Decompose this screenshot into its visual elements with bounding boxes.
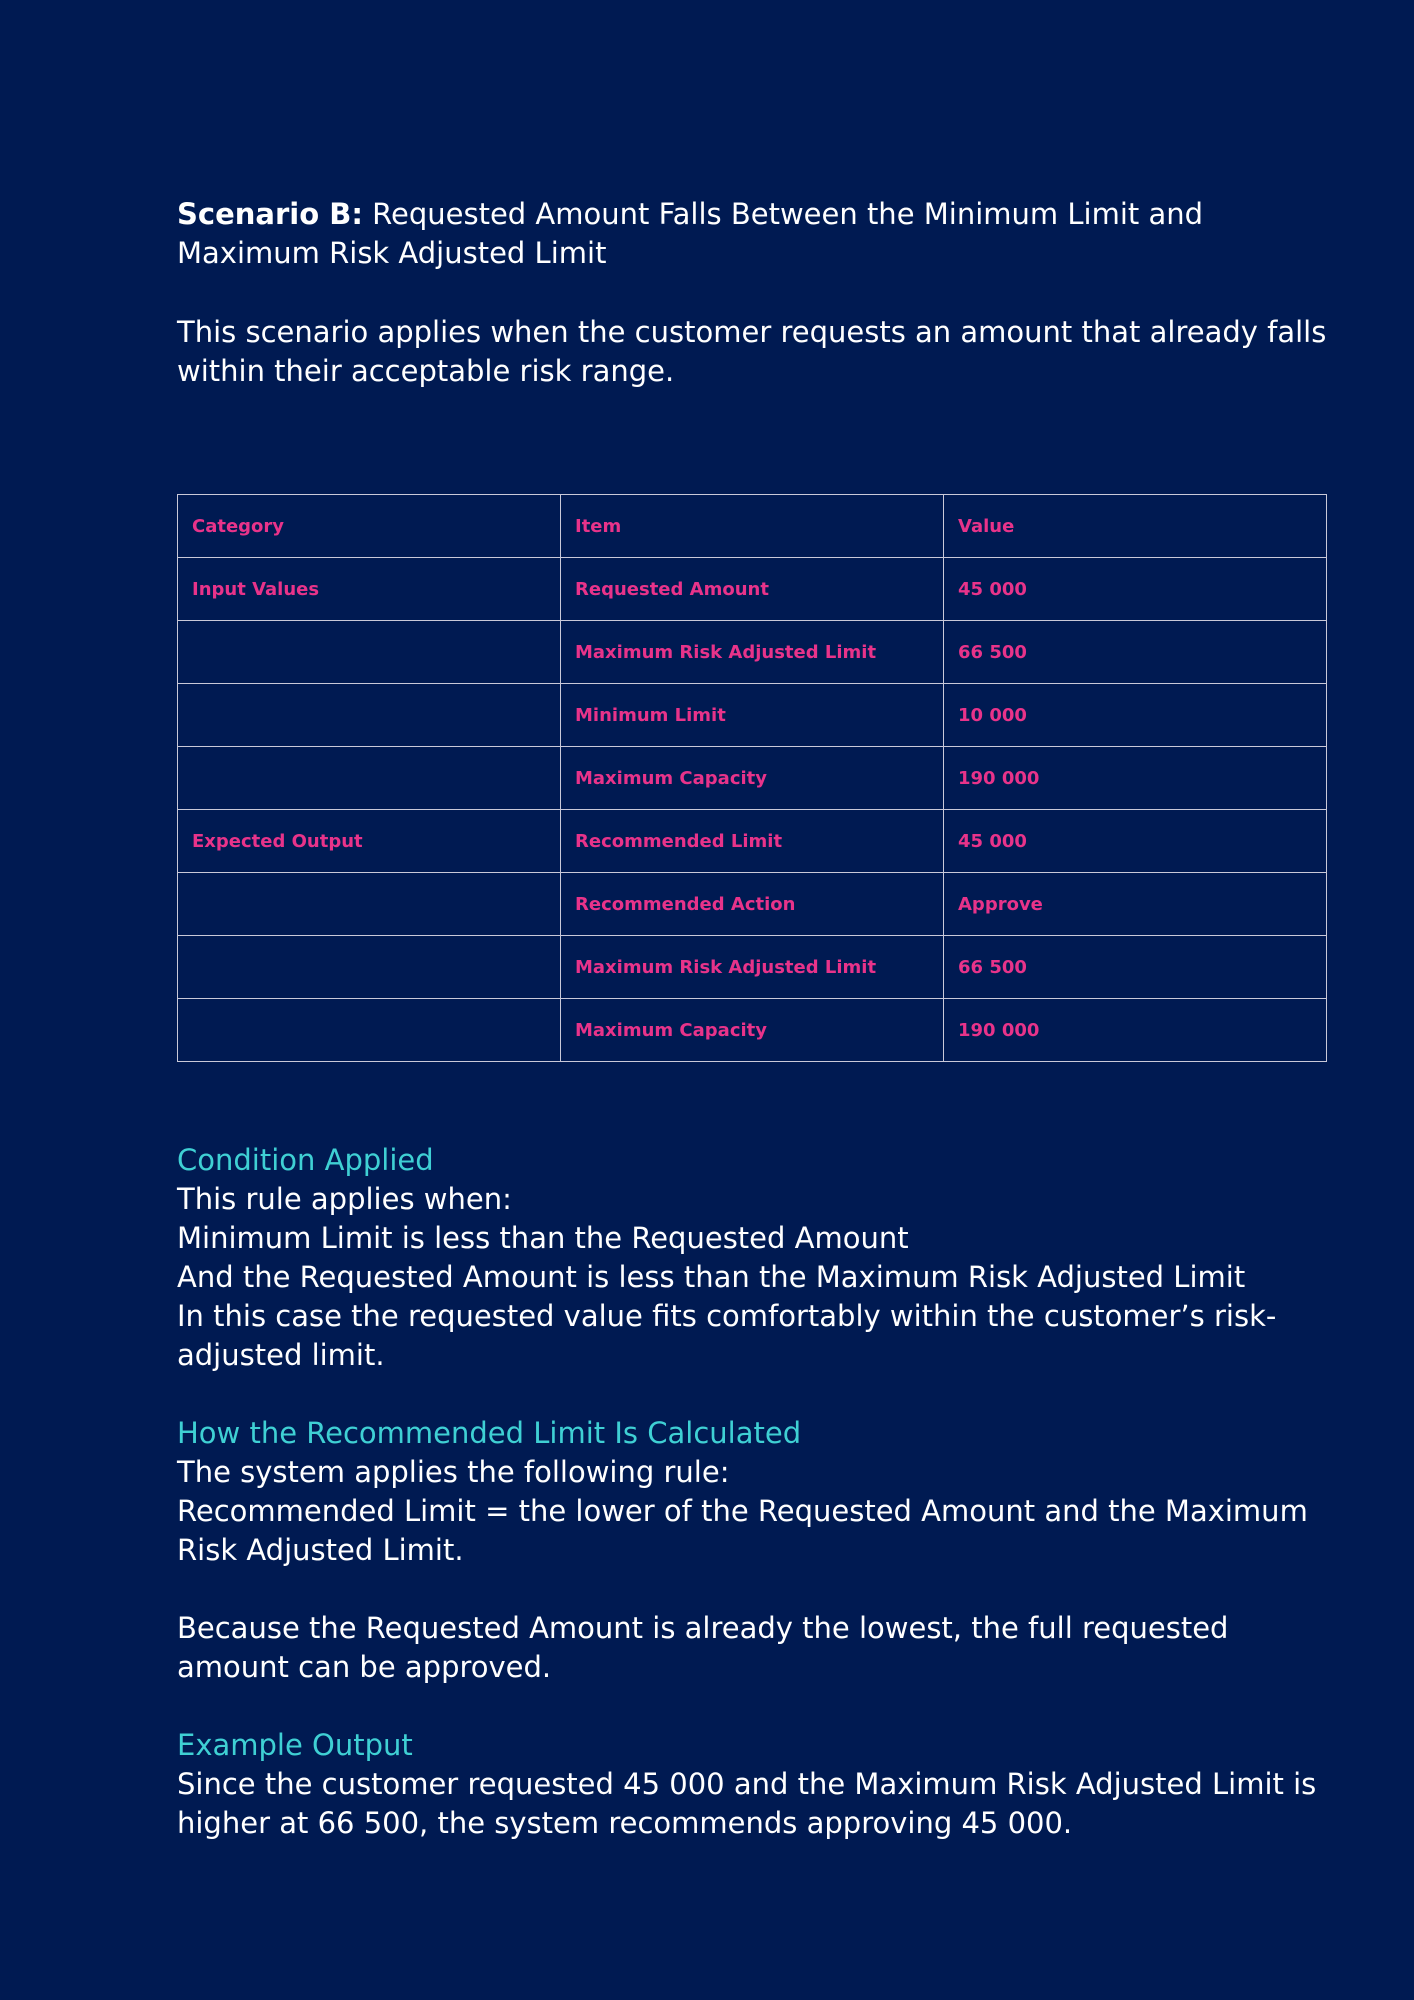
cell-category: Input Values [178,558,561,621]
header-category: Category [178,495,561,558]
document-page [177,195,1327,1840]
cell-item: Minimum Limit [561,684,944,747]
condition-heading: Condition Applied [177,1143,434,1177]
condition-line: And the Requested Amount is less than the Maximum Risk Adjusted Limit [177,1260,1246,1294]
scenario-label: Scenario B: [177,197,363,231]
cell-category [178,747,561,810]
example-heading: Example Output [177,1728,413,1762]
calculation-line: The system applies the following rule: [177,1455,730,1489]
table-header-row [178,495,1327,558]
scenario-table [177,494,1327,1062]
calculation-line: Recommended Limit = the lower of the Requested Amount and the Maximum Risk Adjusted Limit. [177,1494,1308,1567]
cell-category [178,936,561,999]
cell-value: 45 000 [944,558,1327,621]
cell-value: 10 000 [944,684,1327,747]
cell-category [178,621,561,684]
condition-line: Minimum Limit is less than the Requested Amount [177,1221,909,1255]
cell-item: Maximum Risk Adjusted Limit [561,621,944,684]
cell-category [178,999,561,1062]
cell-value: Approve [944,873,1327,936]
calculation-note: Because the Requested Amount is already the lowest, the full requested amount can be approved. [177,1611,1229,1684]
spacer [177,1687,1327,1726]
cell-value: 66 500 [944,621,1327,684]
cell-item: Recommended Action [561,873,944,936]
scenario-title-text: Requested Amount Falls Between the Minimum Limit and Maximum Risk Adjusted Limit [177,197,1204,270]
example-text: Since the customer requested 45 000 and the Maximum Risk Adjusted Limit is higher at 66 500, the system recommends approving 45 000. [177,1767,1317,1840]
cell-value: 190 000 [944,747,1327,810]
cell-value: 66 500 [944,936,1327,999]
header-value: Value [944,495,1327,558]
cell-category [178,873,561,936]
condition-line: In this case the requested value fits comfortably within the customer’s risk-adjusted limit. [177,1299,1277,1372]
table-row [178,747,1327,810]
cell-category: Expected Output [178,810,561,873]
calculation-heading: How the Recommended Limit Is Calculated [177,1416,802,1450]
cell-item: Maximum Risk Adjusted Limit [561,936,944,999]
cell-item: Maximum Capacity [561,999,944,1062]
spacer [177,1375,1327,1414]
header-item: Item [561,495,944,558]
table-row [178,873,1327,936]
scenario-intro: This scenario applies when the customer requests an amount that already falls within their acceptable risk range. [177,315,1327,388]
cell-value: 190 000 [944,999,1327,1062]
table-row [178,999,1327,1062]
table-row [178,558,1327,621]
cell-item: Maximum Capacity [561,747,944,810]
cell-item: Recommended Limit [561,810,944,873]
cell-category [178,684,561,747]
spacer [177,1570,1327,1609]
cell-item: Requested Amount [561,558,944,621]
table-row [178,936,1327,999]
cell-value: 45 000 [944,810,1327,873]
condition-line: This rule applies when: [177,1182,512,1216]
table-row [178,810,1327,873]
scenario-title [177,195,1327,273]
table-row [178,684,1327,747]
explanation-sections [177,1141,1327,1843]
table-row [178,621,1327,684]
